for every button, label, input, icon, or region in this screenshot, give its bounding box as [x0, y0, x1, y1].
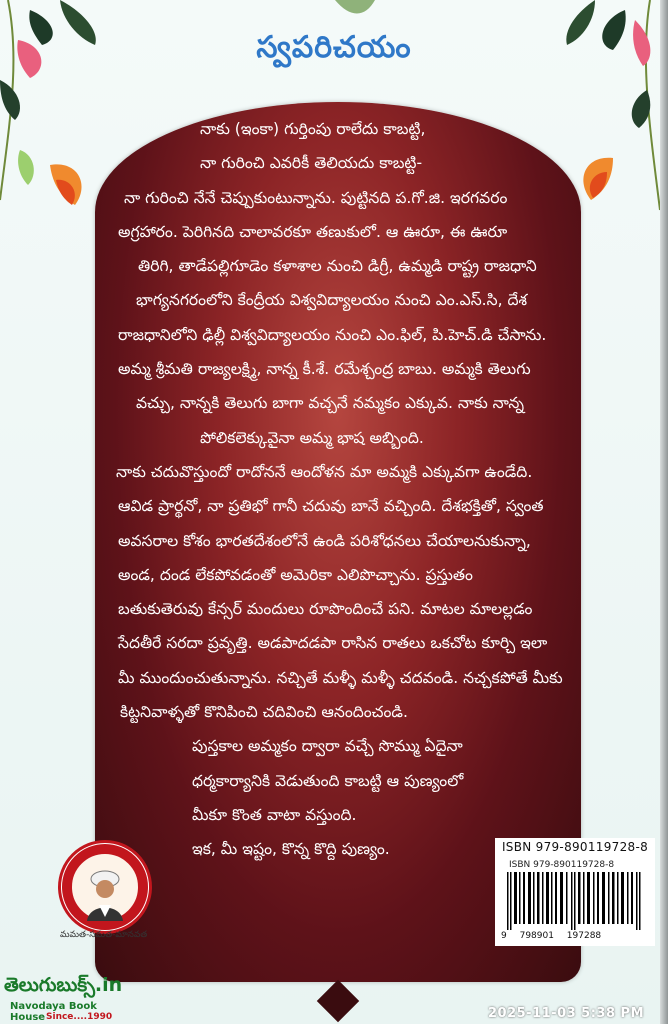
- text-line: ఆవిడ ప్రార్థనో, నా ప్రతిభో గానీ చదువు బానే వచ్చింది. దేశభక్తితో, స్వంత: [118, 497, 544, 516]
- gurajada-foundation-seal: [58, 840, 152, 934]
- text-line: నా గురించి ఎవరికీ తెలియదు కాబట్టి-: [200, 154, 423, 173]
- text-line: ధర్మకార్యానికి వెడుతుంది కాబట్టి ఆ పుణ్యంలో: [192, 771, 464, 790]
- intro-text: [118, 112, 663, 867]
- foundation-portrait-icon: [61, 843, 149, 931]
- text-line: బతుకుతెరువు కేన్సర్ మందులు రూపొందించే పని. మాటల మాలల్లడం: [118, 600, 533, 619]
- text-line: మీ ముందుంచుతున్నాను. నచ్చితే మళ్ళీ మళ్ళీ చదవండి. నచ్చకపోతే మీకు: [118, 668, 563, 687]
- isbn-small-label: ISBN 979-890119728-8: [509, 860, 615, 870]
- leaf-decoration-top-center: [330, 0, 380, 20]
- text-line: అగ్రహారం. పెరిగినది చాలావరకూ తణుకులో. ఆ ఊరూ, ఈ ఊరూ: [118, 222, 508, 241]
- text-line: సేదతీరే సరదా ప్రవృత్తి. అడపాదడపా రాసిన రాతలు ఒకచోట కూర్చి ఇలా: [118, 634, 548, 653]
- text-line: తిరిగి, తాడేపల్లిగూడెం కళాశాల నుంచి డిగ్రీ, ఉమ్మడి రాష్ట్ర రాజధాని: [138, 257, 537, 276]
- text-line: పోలికలెక్కువైనా అమ్మ భాష అబ్బింది.: [200, 428, 424, 447]
- barcode-digits: 9 798901 197288: [501, 931, 602, 941]
- text-line: నాకు చదువొస్తుందో రాదోననే ఆందోళన మా అమ్మకి ఎక్కువగా ఉండేది.: [116, 462, 533, 481]
- brand-since: Since....1990: [46, 1012, 113, 1022]
- brand-subtitle: Navodaya Book House: [10, 1001, 97, 1023]
- brand-name: తెలుగుబుక్స్.in: [4, 974, 123, 996]
- page-title: స్వపరిచయం: [256, 30, 412, 65]
- text-line: పుస్తకాల అమ్మకం ద్వారా వచ్చే సొమ్ము ఏదైనా: [192, 737, 463, 756]
- book-spine-edge: [660, 0, 668, 1024]
- text-line: రాజధానిలోని ఢిల్లీ విశ్వవిద్యాలయం నుంచి ఎం.ఫిల్, పి.హెచ్.డి చేసాను.: [118, 325, 547, 344]
- publisher-logo: [4, 974, 132, 1023]
- text-line: నాకు (ఇంకా) గుర్తింపు రాలేదు కాబట్టి,: [200, 120, 426, 138]
- text-line: అమ్మ శ్రీమతి రాజ్యలక్ష్మి, నాన్న కీ.శే. రమేశ్చంద్ర బాబు. అమ్మకి తెలుగు: [118, 360, 531, 379]
- text-line: కిట్టనివాళ్ళతో కొనిపించి చదివించి ఆనందించండి.: [120, 703, 408, 722]
- isbn-label: ISBN 979-890119728-8: [501, 840, 649, 854]
- seal-caption: మమత-సమత-మానవత: [60, 930, 148, 940]
- text-line: మీకూ కొంత వాటా వస్తుంది.: [192, 805, 357, 824]
- text-line: అండ, దండ లేకపోవడంతో అమెరికా ఎలిపొచ్చాను. ప్రస్తుతం: [118, 565, 473, 584]
- isbn-barcode-box: [495, 838, 655, 946]
- photo-timestamp: 2025-11-03 5:38 PM: [488, 1006, 645, 1021]
- text-line: ఇక, మీ ఇష్టం, కొన్న కొద్ది పుణ్యం.: [192, 840, 390, 859]
- text-line: అవసరాల కోశం భారతదేశంలోనే ఉండి పరిశోధనలు చేయాలనుకున్నా,: [118, 531, 531, 550]
- text-line: భాగ్యనగరంలోని కేంద్రీయ విశ్వవిద్యాలయం నుంచి ఎం.ఎస్.సి, దేశ: [136, 291, 528, 310]
- barcode-icon: [505, 872, 645, 930]
- text-line: నా గురించి నేనే చెప్పుకుంటున్నాను. పుట్టినది ప.గో.జి. ఇరగవరం: [124, 188, 508, 207]
- text-line: వచ్చు, నాన్నకి తెలుగు బాగా వచ్చనే నమ్మకం ఎక్కువ. నాకు నాన్న: [136, 394, 524, 413]
